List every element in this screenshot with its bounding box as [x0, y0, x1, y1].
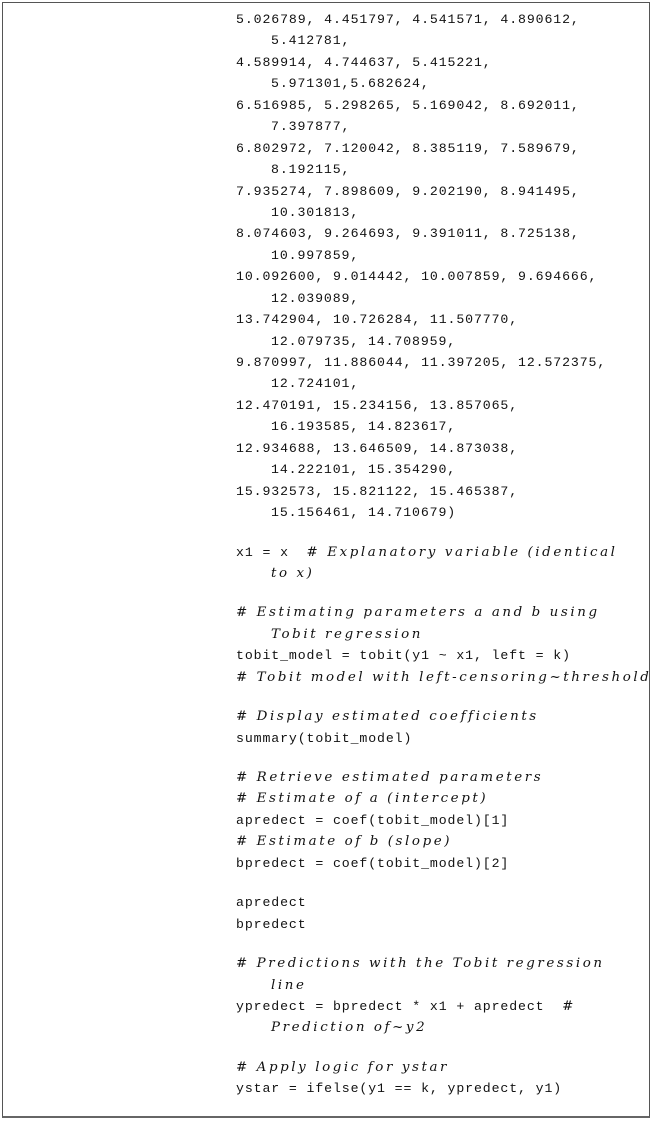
code-text: ystar = ifelse(y1 == k, ypredect, y1): [236, 1081, 563, 1097]
code-text: 6.802972, 7.120042, 8.385119, 7.589679,: [236, 140, 580, 156]
code-text: 15.932573, 15.821122, 15.465387,: [236, 483, 519, 499]
code-line: [236, 542, 651, 563]
code-line: [236, 9, 651, 30]
code-text: 10.997859,: [271, 247, 360, 263]
blank-line: [236, 1039, 651, 1057]
code-line: [236, 52, 651, 73]
blank-line: [236, 584, 651, 602]
code-line: [236, 331, 651, 352]
blank-line: [236, 749, 651, 767]
code-line: [236, 373, 651, 394]
code-comment: # Estimating parameters a and b using: [236, 605, 600, 621]
blank-line: [236, 874, 651, 892]
code-comment: # Retrieve estimated parameters: [236, 770, 544, 785]
code-text: 15.156461, 14.710679): [271, 505, 457, 521]
code-comment: Tobit regression: [271, 626, 423, 642]
code-text: apredect = coef(tobit_model)[1]: [236, 812, 510, 828]
code-text: 8.192115,: [271, 162, 351, 178]
code-text: apredect: [236, 895, 307, 911]
code-line: [236, 416, 651, 437]
code-line: [236, 645, 651, 666]
code-comment: # Explanatory variable (identical: [306, 544, 618, 560]
code-line: [236, 223, 651, 244]
code-line: [236, 831, 651, 852]
code-line: [236, 95, 651, 116]
code-line: [236, 502, 651, 523]
code-line: [236, 266, 651, 287]
code-comment: # Apply logic for ystar: [236, 1059, 450, 1075]
code-line: [236, 395, 651, 416]
code-line: [236, 767, 651, 788]
code-text: 7.397877,: [271, 119, 351, 135]
blank-line: [236, 935, 651, 953]
code-text: 10.301813,: [271, 204, 360, 220]
code-comment: to x): [271, 565, 315, 581]
code-line: [236, 1017, 651, 1038]
code-line: [236, 996, 651, 1017]
code-line: [236, 624, 651, 645]
code-line: [236, 1078, 651, 1099]
code-line: [236, 728, 651, 749]
code-line: [236, 181, 651, 202]
code-comment: line: [271, 977, 307, 993]
code-line: [236, 288, 651, 309]
code-line: [236, 667, 651, 688]
code-text: 12.079735, 14.708959,: [271, 333, 457, 349]
code-text: 13.742904, 10.726284, 11.507770,: [236, 312, 519, 328]
code-line: [236, 953, 651, 974]
code-line: [236, 602, 651, 623]
code-comment: # Display estimated coefficients: [236, 709, 539, 725]
code-line: [236, 788, 651, 809]
code-line: [236, 706, 651, 727]
code-text: 5.026789, 4.451797, 4.541571, 4.890612,: [236, 12, 580, 27]
code-comment: # Estimate of a (intercept): [236, 791, 489, 807]
code-comment: # Predictions with the Tobit regression: [236, 956, 605, 972]
code-text: tobit_model = tobit(y1 ~ x1, left = k): [236, 648, 571, 664]
code-text: 5.412781,: [271, 33, 351, 49]
code-line: [236, 1057, 651, 1078]
code-line: [236, 73, 651, 94]
code-comment: #: [562, 998, 576, 1014]
code-text: 9.870997, 11.886044, 11.397205, 12.572375,: [236, 355, 607, 370]
code-line: [236, 459, 651, 480]
code-line: [236, 202, 651, 223]
code-line: [236, 853, 651, 874]
code-line: [236, 810, 651, 831]
code-text: 6.516985, 5.298265, 5.169042, 8.692011,: [236, 97, 580, 113]
code-text: bpredect: [236, 916, 307, 932]
code-line: [236, 30, 651, 51]
code-text: 12.039089,: [271, 290, 360, 306]
code-listing-frame: [2, 2, 650, 1118]
code-line: [236, 438, 651, 459]
code-text: ypredect = bpredect * x1 + apredect: [236, 998, 563, 1014]
code-line: [236, 116, 651, 137]
code-text: bpredect = coef(tobit_model)[2]: [236, 855, 510, 871]
code-text: summary(tobit_model): [236, 730, 413, 746]
code-text: 10.092600, 9.014442, 10.007859, 9.694666,: [236, 269, 598, 285]
code-line: [236, 245, 651, 266]
code-line: [236, 975, 651, 996]
code-text: 12.470191, 15.234156, 13.857065,: [236, 397, 519, 413]
code-text: 16.193585, 14.823617,: [271, 419, 457, 435]
code-comment: # Estimate of b (slope): [236, 834, 453, 850]
code-line: [236, 159, 651, 180]
code-line: [236, 892, 651, 913]
code-line: [236, 352, 651, 373]
code-comment: Prediction of~y2: [271, 1020, 428, 1036]
code-text: 4.589914, 4.744637, 5.415221,: [236, 54, 492, 70]
code-line: [236, 563, 651, 584]
blank-line: [236, 524, 651, 542]
code-text: 5.971301,5.682624,: [271, 76, 430, 92]
code-line: [236, 481, 651, 502]
code-line: [236, 914, 651, 935]
code-block: [236, 9, 651, 1100]
code-line: [236, 138, 651, 159]
code-text: 12.724101,: [271, 376, 360, 392]
code-text: x1 = x: [236, 544, 307, 560]
code-text: 7.935274, 7.898609, 9.202190, 8.941495,: [236, 183, 580, 199]
code-comment: # Tobit model with left-censoring~threshold: [236, 669, 652, 685]
code-text: 14.222101, 15.354290,: [271, 462, 457, 478]
code-line: [236, 309, 651, 330]
code-text: 12.934688, 13.646509, 14.873038,: [236, 440, 519, 456]
blank-line: [236, 688, 651, 706]
code-text: 8.074603, 9.264693, 9.391011, 8.725138,: [236, 226, 580, 242]
